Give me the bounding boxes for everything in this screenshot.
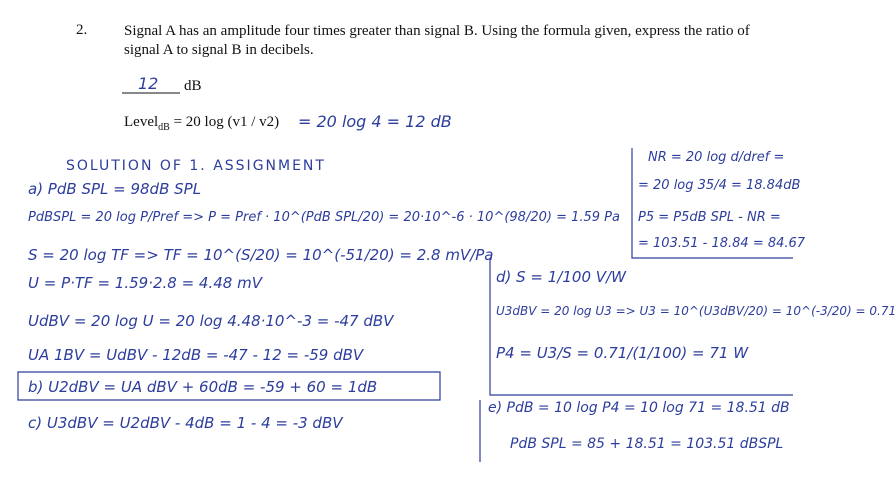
question-number: 2.	[76, 22, 88, 38]
part-e-line: PdB SPL = 85 + 18.51 = 103.51 dBSPL	[510, 436, 784, 452]
question-text: Signal A has an amplitude four times greater than signal B. Using the formula given, express the ratio of signal A to signal B in decibels.	[124, 23, 750, 58]
part-b-box-outline	[18, 372, 440, 400]
solution-line: b) U2dBV = UA dBV + 60dB = -59 + 60 = 1dB	[28, 378, 378, 396]
part-d-line: U3dBV = 20 log U3 => U3 = 10^(U3dBV/20) = 10^(-3/20) = 0.71	[496, 304, 896, 318]
formula-prefix: Level	[124, 114, 159, 130]
solution-line: a) PdB SPL = 98dB SPL	[28, 180, 202, 198]
solution-line: PdBSPL = 20 log P/Pref => P = Pref · 10^(PdB SPL/20) = 20·10^-6 · 10^(98/20) = 1.59 Pa	[28, 210, 620, 225]
formula-subscript: dB	[158, 122, 170, 133]
formula-handwritten: = 20 log 4 = 12 dB	[298, 112, 452, 131]
nr-line: = 20 log 35/4 = 18.84dB	[638, 178, 801, 193]
solution-line: UA 1BV = UdBV - 12dB = -47 - 12 = -59 dBV	[28, 346, 364, 364]
nr-line: NR = 20 log d/dref =	[648, 150, 785, 165]
solution-line: c) U3dBV = U2dBV - 4dB = 1 - 4 = -3 dBV	[28, 414, 343, 432]
part-d-box-outline	[490, 258, 793, 395]
solution-line: UdBV = 20 log U = 20 log 4.48·10^-3 = -47 dBV	[28, 312, 394, 330]
part-e-line: e) PdB = 10 log P4 = 10 log 71 = 18.51 dB	[488, 400, 790, 416]
solution-line: U = P·TF = 1.59·2.8 = 4.48 mV	[28, 274, 262, 292]
answer-unit: dB	[184, 78, 202, 94]
nr-box-outline	[632, 148, 793, 258]
part-d-line: d) S = 1/100 V/W	[496, 268, 626, 286]
nr-line: P5 = P5dB SPL - NR =	[638, 210, 781, 225]
solution-heading: SOLUTION OF 1. ASSIGNMENT	[66, 158, 326, 174]
formula-body: = 20 log (v1 / v2)	[173, 114, 280, 130]
answer-value: 12	[138, 74, 159, 93]
part-d-line: P4 = U3/S = 0.71/(1/100) = 71 W	[496, 344, 749, 362]
nr-line: = 103.51 - 18.84 = 84.67	[638, 236, 806, 251]
solution-line: S = 20 log TF => TF = 10^(S/20) = 10^(-51/20) = 2.8 mV/Pa	[28, 246, 494, 264]
